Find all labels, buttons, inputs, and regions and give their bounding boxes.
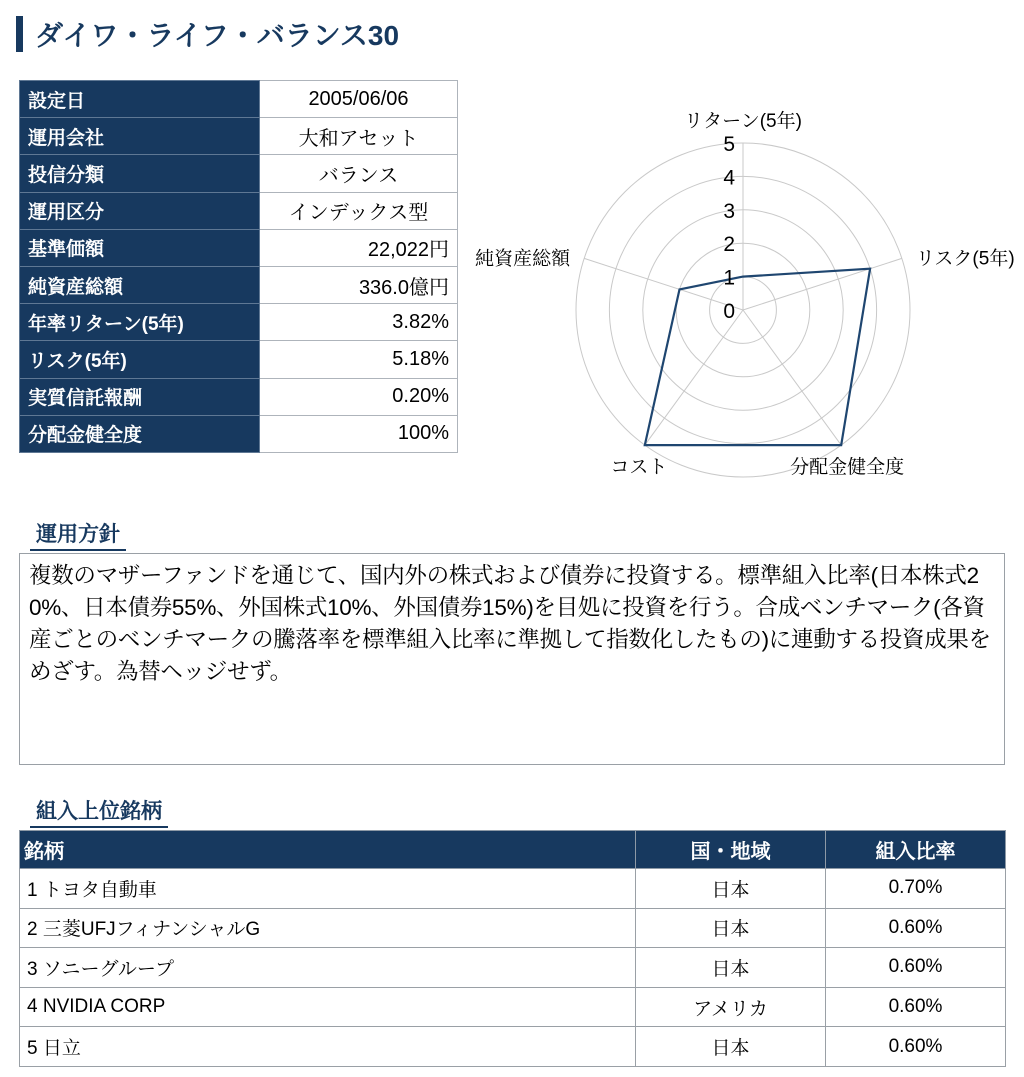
- fact-row: [20, 192, 458, 229]
- fact-value: 100%: [260, 415, 458, 452]
- fact-row: [20, 378, 458, 415]
- fact-row: [20, 155, 458, 192]
- holding-ratio: 0.70%: [826, 869, 1006, 909]
- fact-value: インデックス型: [260, 192, 458, 229]
- fact-label: 純資産総額: [20, 266, 260, 303]
- radar-series-polygon: [645, 266, 870, 445]
- holding-ratio: 0.60%: [826, 987, 1006, 1027]
- fact-value: 3.82%: [260, 304, 458, 341]
- holding-rank: 3: [27, 958, 38, 980]
- radar-spoke: [584, 258, 743, 310]
- holdings-body: [20, 869, 1006, 1067]
- radar-tick-label: 4: [723, 166, 735, 190]
- fact-row: [20, 118, 458, 155]
- fact-label: 分配金健全度: [20, 415, 260, 452]
- holding-name: トヨタ自動車: [42, 879, 157, 901]
- fund-facts-table: [19, 80, 458, 453]
- fact-row: [20, 415, 458, 452]
- holding-rank: 5: [27, 1038, 38, 1060]
- page-title: [16, 14, 399, 54]
- policy-text: 複数のマザーファンドを通じて、国内外の株式および債券に投資する。標準組入比率(日本株式20%、日本債券55%、外国株式10%、外国債券15%)を目処に投資を行う。合成ベンチマーク(各資産ごとのベンチマークの騰落率を標準組入比率に準拠して指数化したもの)に連動する投資成果をめざす。為替ヘッジせず。: [29, 563, 991, 684]
- fact-value: 2005/06/06: [260, 81, 458, 118]
- fact-label: 年率リターン(5年): [20, 304, 260, 341]
- radar-tick-label: 0: [723, 300, 735, 323]
- holding-rank: 4: [27, 996, 38, 1018]
- fund-name: ダイワ・ライフ・バランス30: [35, 20, 400, 51]
- fact-value: 大和アセット: [260, 118, 458, 155]
- holding-country: 日本: [636, 908, 826, 948]
- table-row: [20, 948, 1006, 988]
- holdings-table: [19, 830, 1006, 1067]
- fact-label: 運用会社: [20, 118, 260, 155]
- radar-tick-label: 2: [723, 233, 735, 257]
- fact-value: 22,022円: [260, 229, 458, 266]
- fact-value: 336.0億円: [260, 266, 458, 303]
- radar-spoke: [743, 310, 841, 445]
- holding-name-cell: [20, 948, 636, 988]
- holding-country: 日本: [636, 948, 826, 988]
- table-row: [20, 987, 1006, 1027]
- title-accent-bar: [16, 16, 23, 52]
- fact-label: 基準価額: [20, 229, 260, 266]
- table-row: [20, 908, 1006, 948]
- fact-label: リスク(5年): [20, 341, 260, 378]
- holding-ratio: 0.60%: [826, 1027, 1006, 1067]
- holding-name-cell: [20, 1027, 636, 1067]
- radar-tick-label: 3: [723, 199, 735, 223]
- holdings-col-ratio: 組入比率: [826, 831, 1006, 869]
- fact-label: 投信分類: [20, 155, 260, 192]
- holding-name: ソニーグループ: [42, 958, 174, 980]
- radar-axis-label: コスト: [610, 457, 668, 479]
- holding-rank: 1: [27, 879, 38, 901]
- holdings-header-row: [20, 831, 1006, 869]
- radar-axis-label: 分配金健全度: [790, 457, 905, 479]
- fund-facts-body: [20, 81, 458, 453]
- radar-spokes: [584, 143, 902, 445]
- holding-rank: 2: [27, 919, 38, 941]
- fact-row: [20, 304, 458, 341]
- fact-label: 運用区分: [20, 192, 260, 229]
- fact-row: [20, 341, 458, 378]
- holding-name-cell: [20, 987, 636, 1027]
- radar-axis-labels: [475, 110, 1015, 478]
- radar-tick-label: 1: [723, 266, 735, 290]
- radar-tick-labels: [723, 133, 735, 323]
- holding-ratio: 0.60%: [826, 908, 1006, 948]
- policy-box: [19, 553, 1005, 765]
- holding-country: 日本: [636, 1027, 826, 1067]
- fact-label: 設定日: [20, 81, 260, 118]
- fact-value: 5.18%: [260, 341, 458, 378]
- holdings-col-name: 銘柄: [20, 831, 636, 869]
- holding-name: 三菱UFJフィナンシャルG: [42, 919, 261, 941]
- fact-row: [20, 229, 458, 266]
- holding-country: 日本: [636, 869, 826, 909]
- radar-spoke: [743, 258, 902, 310]
- holding-name: 日立: [42, 1038, 81, 1060]
- radar-axis-label: リスク(5年): [915, 248, 1015, 270]
- holding-ratio: 0.60%: [826, 948, 1006, 988]
- fact-row: [20, 81, 458, 118]
- holdings-head: [20, 831, 1006, 869]
- holding-country: アメリカ: [636, 987, 826, 1027]
- holding-name-cell: [20, 908, 636, 948]
- holdings-col-country: 国・地域: [636, 831, 826, 869]
- table-row: [20, 869, 1006, 909]
- radar-axis-label: 純資産総額: [475, 248, 571, 270]
- fact-label: 実質信託報酬: [20, 378, 260, 415]
- radar-chart: [466, 62, 1024, 512]
- fact-row: [20, 266, 458, 303]
- table-row: [20, 1027, 1006, 1067]
- holding-name-cell: [20, 869, 636, 909]
- radar-tick-label: 5: [723, 133, 735, 156]
- radar-axis-label: リターン(5年): [684, 111, 802, 132]
- holding-name: NVIDIA CORP: [42, 996, 166, 1018]
- fact-value: 0.20%: [260, 378, 458, 415]
- radar-chart-svg: [466, 62, 1024, 512]
- policy-section-heading: 運用方針: [30, 518, 126, 551]
- fact-value: バランス: [260, 155, 458, 192]
- holdings-section-heading: 組入上位銘柄: [30, 795, 168, 828]
